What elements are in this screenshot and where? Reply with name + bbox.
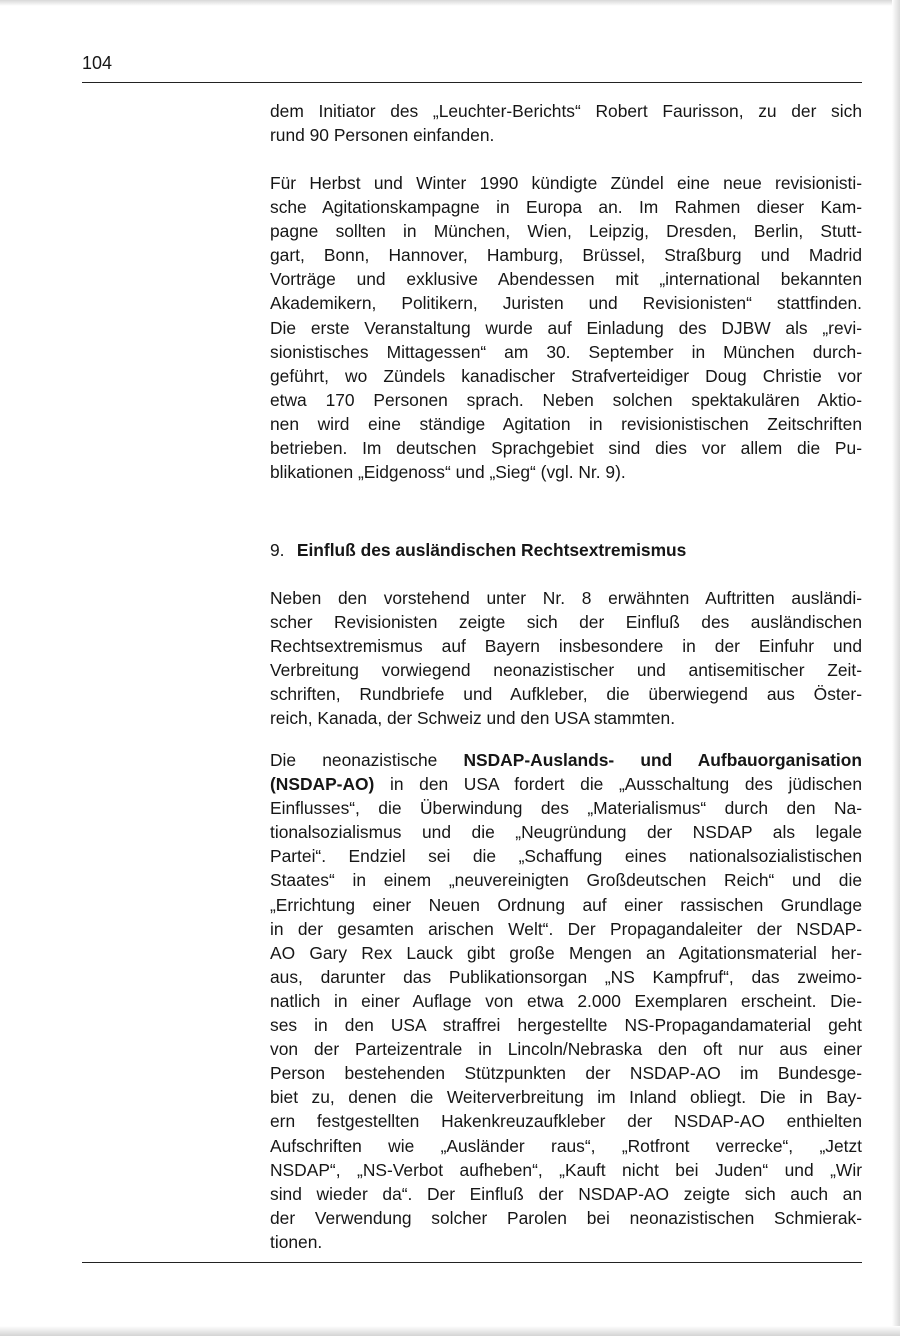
text-line: blikationen „Eidgenoss“ und „Sieg“ (vgl. Nr. 9).: [270, 462, 626, 483]
text-line: reich, Kanada, der Schweiz und den USA stammten.: [270, 708, 676, 729]
header-rule: [82, 82, 862, 83]
page-right-shadow: [892, 0, 900, 1336]
text-line: Rechtsextremismus auf Bayern insbesondere in der Einfuhr und: [270, 636, 862, 657]
text-line: NSDAP“, „NS-Verbot aufheben“, „Kauft nicht bei Juden“ und „Wir: [270, 1159, 862, 1180]
text-line: „Errichtung einer Neuen Ordnung auf einer rassischen Grundlage: [270, 894, 862, 915]
paragraph-4: [270, 748, 862, 1254]
text-line: etwa 170 Personen sprach. Neben solchen spektakulären Aktio-: [270, 389, 862, 410]
text-line: ses in den USA straffrei hergestellte NS-Propagandamaterial geht: [270, 1015, 862, 1036]
text-line: (NSDAP-AO) in den USA fordert die „Ausschaltung des jüdischen: [270, 774, 862, 795]
organisation-name: NSDAP-Auslands- und Aufbauorganisation: [463, 750, 862, 770]
text-line: Aufschriften wie „Ausländer raus“, „Rotfront verrecke“, „Jetzt: [270, 1135, 862, 1156]
text-line: Vorträge und exklusive Abendessen mit „international bekannten: [270, 269, 862, 290]
text-line: von der Parteizentrale in Lincoln/Nebraska den oft nur aus einer: [270, 1039, 862, 1060]
text-line: schriften, Rundbriefe und Aufkleber, die überwiegend aus Öster-: [270, 684, 862, 705]
page-bottom-shadow: [0, 1326, 900, 1336]
text-line: tionalsozialismus und die „Neugründung der NSDAP als legale: [270, 822, 862, 843]
text-line: pagne sollten in München, Wien, Leipzig, Dresden, Berlin, Stutt-: [270, 221, 862, 242]
text-line: sche Agitationskampagne in Europa an. Im Rahmen dieser Kam-: [270, 197, 862, 218]
section-number: 9.: [270, 540, 285, 560]
text-line: rund 90 Personen einfanden.: [270, 125, 495, 146]
footer-rule: [82, 1262, 862, 1263]
text-line: Verbreitung vorwiegend neonazistischer und antisemitischer Zeit-: [270, 660, 862, 681]
text-line: Einflusses“, die Überwindung des „Materialismus“ durch den Na-: [270, 798, 862, 819]
text-line: sionistisches Mittagessen“ am 30. September in München durch-: [270, 341, 862, 362]
text-line: Person bestehenden Stützpunkten der NSDAP-AO im Bundesge-: [270, 1063, 862, 1084]
text-line: biet zu, denen die Weiterverbreitung im Inland obliegt. Die in Bay-: [270, 1087, 862, 1108]
text-line: dem Initiator des „Leuchter-Berichts“ Robert Faurisson, zu der sich: [270, 101, 862, 121]
text-line: Die neonazistische NSDAP-Auslands- und Aufbauorganisation: [270, 750, 862, 770]
text-line: gart, Bonn, Hannover, Hamburg, Brüssel, Straßburg und Madrid: [270, 245, 862, 266]
paragraph-3: [270, 586, 862, 731]
text-line: Partei“. Endziel sei die „Schaffung eines nationalsozialistischen: [270, 846, 862, 867]
text-line: ern festgestellten Hakenkreuzaufkleber der NSDAP-AO enthielten: [270, 1111, 862, 1132]
paragraph-2: [270, 171, 862, 484]
text-line: nen wird eine ständige Agitation in revisionistischen Zeitschriften: [270, 413, 862, 434]
text-line: Die erste Veranstaltung wurde auf Einladung des DJBW als „revi-: [270, 317, 862, 338]
text-line: Staates“ in einem „neuvereinigten Großdeutschen Reich“ und die: [270, 870, 862, 891]
text-line: geführt, wo Zündels kanadischer Strafverteidiger Doug Christie vor: [270, 365, 862, 386]
text-line: der Verwendung solcher Parolen bei neonazistischen Schmierak-: [270, 1207, 862, 1228]
text-line: betrieben. Im deutschen Sprachgebiet sind dies vor allem die Pu-: [270, 438, 862, 459]
text-line: Für Herbst und Winter 1990 kündigte Zündel eine neue revisionisti-: [270, 173, 862, 193]
text-line: Neben den vorstehend unter Nr. 8 erwähnten Auftritten ausländi-: [270, 588, 862, 608]
page-number: 104: [82, 53, 113, 73]
page-top-shadow: [0, 0, 900, 6]
section-heading: [270, 538, 862, 562]
text-line: sind wieder da“. Der Einfluß der NSDAP-AO zeigte sich auch an: [270, 1183, 862, 1204]
text-line: aus, darunter das Publikationsorgan „NS Kampfruf“, das zweimo-: [270, 966, 862, 987]
text-line: AO Gary Rex Lauck gibt große Mengen an Agitationsmaterial her-: [270, 942, 862, 963]
text-line: in der gesamten arischen Welt“. Der Propagandaleiter der NSDAP-: [270, 918, 862, 939]
text-line: tionen.: [270, 1231, 323, 1252]
organisation-abbreviation: (NSDAP-AO): [270, 774, 375, 795]
section-title: Einfluß des ausländischen Rechtsextremismus: [296, 540, 687, 560]
text-line: scher Revisionisten zeigte sich der Einfluß des ausländischen: [270, 612, 862, 633]
paragraph-1: [270, 99, 862, 147]
text-line: natlich in einer Auflage von etwa 2.000 Exemplaren erscheint. Die-: [270, 990, 862, 1011]
text-line: Akademikern, Politikern, Juristen und Revisionisten“ stattfinden.: [270, 293, 862, 314]
